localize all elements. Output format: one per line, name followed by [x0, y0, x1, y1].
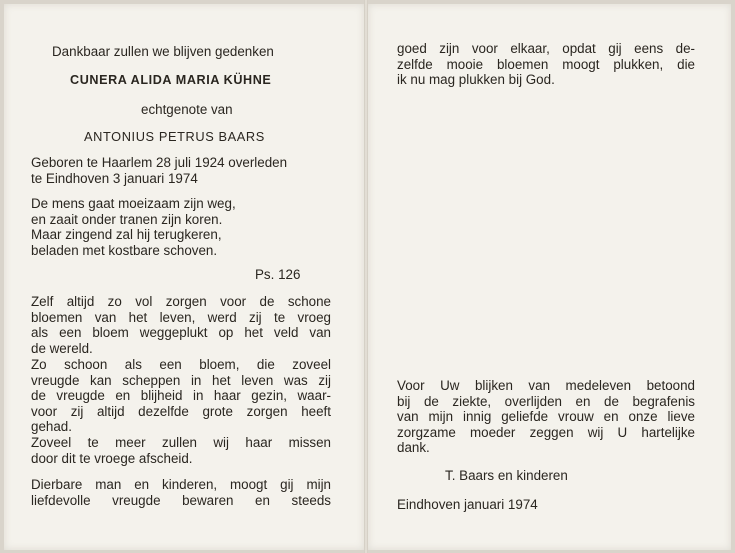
text-line: dank. [397, 440, 430, 456]
text-line: zorgzame moeder zeggen wij U hartelijke [397, 424, 695, 440]
spouse-name: ANTONIUS PETRUS BAARS [84, 129, 265, 144]
opening-line: Dankbaar zullen we blijven gedenken [52, 44, 274, 59]
text-line: de wereld. [31, 340, 93, 356]
dates-line: Geboren te Haarlem 28 juli 1924 overleden [31, 155, 288, 170]
text-line: liefdevolle vreugde bewaren en steeds [31, 492, 331, 508]
verse-line: De mens gaat moeizaam zijn weg, [31, 196, 236, 211]
continuation-block [397, 41, 695, 88]
text-block-3 [31, 435, 331, 466]
text-block-4 [31, 477, 331, 508]
verse-line: beladen met kostbare schoven. [31, 242, 218, 258]
thanks-block [397, 378, 695, 456]
dates-line: te Eindhoven 3 januari 1974 [31, 170, 198, 186]
signature: T. Baars en kinderen [445, 468, 568, 483]
text-line: goed zijn voor elkaar, opdat gij eens de- [397, 41, 695, 56]
verse-reference: Ps. 126 [255, 267, 301, 282]
text-line: zelfde mooie bloemen moogt plukken, die [397, 56, 695, 72]
verse-line: Maar zingend zal hij terugkeren, [31, 227, 222, 243]
text-line: Zelf altijd zo vol zorgen voor de schone [31, 294, 331, 309]
verse-block [31, 196, 331, 258]
text-line: vreugde kan scheppen in het leven was zij [31, 372, 331, 388]
relation-text: echtgenote van [141, 102, 233, 117]
text-block-2 [31, 357, 331, 435]
deceased-name: CUNERA ALIDA MARIA KÜHNE [70, 73, 272, 87]
text-line: de vreugde en blijheid in haar gezin, waar- [31, 388, 331, 404]
text-line: bij de ziekte, overlijden en de begrafenis [397, 393, 695, 409]
text-line: Dierbare man en kinderen, moogt gij mijn [31, 477, 331, 492]
text-line: als een bloem weggeplukt op het veld van [31, 325, 331, 341]
text-line: Zo schoon als een bloem, die zoveel [31, 357, 331, 372]
text-line: ik nu mag plukken bij God. [397, 72, 555, 88]
text-line: Zoveel te meer zullen wij haar missen [31, 435, 331, 450]
text-line: Voor Uw blijken van medeleven betoond [397, 378, 695, 393]
text-line: gehad. [31, 419, 72, 435]
text-line: van mijn innig geliefde vrouw en onze lieve [397, 409, 695, 425]
text-block-1 [31, 294, 331, 356]
text-line: door dit te vroege afscheid. [31, 450, 193, 466]
dates-block [31, 155, 331, 186]
verse-line: en zaait onder tranen zijn koren. [31, 211, 223, 227]
place-date: Eindhoven januari 1974 [397, 497, 538, 512]
text-line: voor zij altijd dezelfde grote zorgen heeft [31, 403, 331, 419]
text-line: bloemen van het leven, werd zij te vroeg [31, 309, 331, 325]
